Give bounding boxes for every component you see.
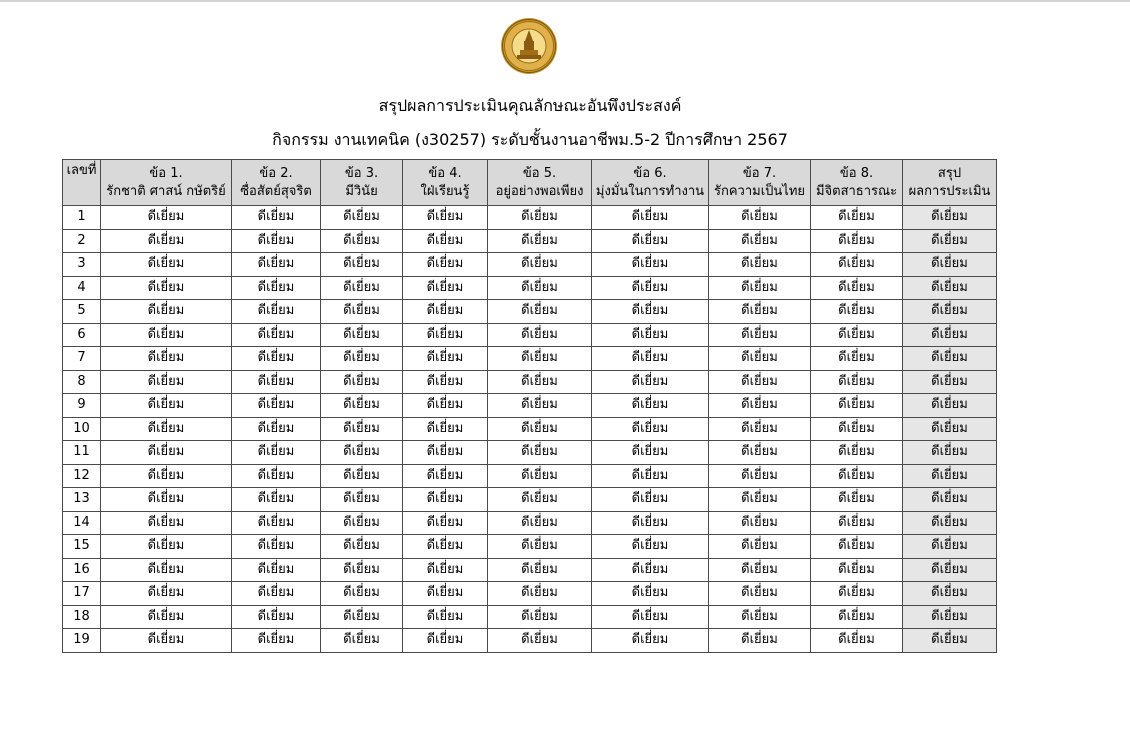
summary-cell: ดีเยี่ยม — [903, 206, 997, 230]
grade-cell: ดีเยี่ยม — [403, 441, 488, 465]
column-header-top: ข้อ 6. — [633, 165, 667, 181]
student-number-cell: 10 — [63, 417, 101, 441]
table-row — [63, 417, 997, 441]
grade-cell: ดีเยี่ยม — [232, 276, 321, 300]
column-header-top: ข้อ 1. — [149, 165, 183, 181]
grade-cell: ดีเยี่ยม — [101, 535, 232, 559]
grade-cell: ดีเยี่ยม — [321, 323, 403, 347]
grade-cell: ดีเยี่ยม — [592, 394, 709, 418]
table-row — [63, 511, 997, 535]
table-row — [63, 347, 997, 371]
grade-cell: ดีเยี่ยม — [403, 582, 488, 606]
grade-cell: ดีเยี่ยม — [592, 300, 709, 324]
table-row — [63, 629, 997, 653]
grade-cell: ดีเยี่ยม — [403, 253, 488, 277]
grade-cell: ดีเยี่ยม — [101, 488, 232, 512]
table-row — [63, 323, 997, 347]
grade-cell: ดีเยี่ยม — [592, 417, 709, 441]
grade-cell: ดีเยี่ยม — [592, 323, 709, 347]
grade-cell: ดีเยี่ยม — [321, 488, 403, 512]
grade-cell: ดีเยี่ยม — [232, 558, 321, 582]
column-header-top: ข้อ 2. — [259, 165, 293, 181]
top-border-line — [0, 0, 1130, 2]
grade-cell: ดีเยี่ยม — [101, 582, 232, 606]
grade-cell: ดีเยี่ยม — [403, 417, 488, 441]
grade-cell: ดีเยี่ยม — [811, 535, 903, 559]
grade-cell: ดีเยี่ยม — [592, 229, 709, 253]
column-header-bottom: มุ่งมั่นในการทำงาน — [595, 183, 705, 199]
grade-cell: ดีเยี่ยม — [321, 300, 403, 324]
grade-cell: ดีเยี่ยม — [321, 394, 403, 418]
grade-cell: ดีเยี่ยม — [592, 535, 709, 559]
table-row — [63, 488, 997, 512]
grade-cell: ดีเยี่ยม — [488, 605, 592, 629]
grade-cell: ดีเยี่ยม — [403, 511, 488, 535]
grade-cell: ดีเยี่ยม — [232, 511, 321, 535]
column-header-bottom: ใฝ่เรียนรู้ — [420, 183, 470, 199]
grade-cell: ดีเยี่ยม — [321, 417, 403, 441]
grade-cell: ดีเยี่ยม — [811, 441, 903, 465]
grade-cell: ดีเยี่ยม — [101, 370, 232, 394]
grade-cell: ดีเยี่ยม — [321, 582, 403, 606]
grade-cell: ดีเยี่ยม — [232, 417, 321, 441]
table-row — [63, 464, 997, 488]
grade-cell: ดีเยี่ยม — [488, 300, 592, 324]
grade-cell: ดีเยี่ยม — [232, 441, 321, 465]
grade-cell: ดีเยี่ยม — [592, 488, 709, 512]
grade-cell: ดีเยี่ยม — [321, 605, 403, 629]
column-header-bottom: อยู่อย่างพอเพียง — [495, 183, 584, 199]
table-row — [63, 229, 997, 253]
student-number-cell: 8 — [63, 370, 101, 394]
table-row — [63, 558, 997, 582]
column-header-bottom: รักความเป็นไทย — [713, 183, 806, 199]
grade-cell: ดีเยี่ยม — [709, 300, 811, 324]
grade-cell: ดีเยี่ยม — [488, 582, 592, 606]
grade-cell: ดีเยี่ยม — [232, 347, 321, 371]
grade-cell: ดีเยี่ยม — [592, 558, 709, 582]
grade-cell: ดีเยี่ยม — [101, 605, 232, 629]
grade-cell: ดีเยี่ยม — [321, 441, 403, 465]
grade-cell: ดีเยี่ยม — [592, 370, 709, 394]
table-row — [63, 253, 997, 277]
grade-cell: ดีเยี่ยม — [709, 206, 811, 230]
table-row — [63, 370, 997, 394]
summary-cell: ดีเยี่ยม — [903, 347, 997, 371]
grade-cell: ดีเยี่ยม — [488, 511, 592, 535]
grade-cell: ดีเยี่ยม — [403, 605, 488, 629]
grade-cell: ดีเยี่ยม — [321, 535, 403, 559]
grade-cell: ดีเยี่ยม — [811, 229, 903, 253]
column-header-bottom: มีจิตสาธารณะ — [815, 183, 898, 199]
student-number-cell: 6 — [63, 323, 101, 347]
grade-cell: ดีเยี่ยม — [488, 417, 592, 441]
table-row — [63, 582, 997, 606]
grade-cell: ดีเยี่ยม — [321, 464, 403, 488]
grade-cell: ดีเยี่ยม — [709, 323, 811, 347]
grade-cell: ดีเยี่ยม — [232, 464, 321, 488]
student-number-cell: 13 — [63, 488, 101, 512]
grade-cell: ดีเยี่ยม — [321, 276, 403, 300]
grade-cell: ดีเยี่ยม — [488, 441, 592, 465]
table-row — [63, 394, 997, 418]
grade-cell: ดีเยี่ยม — [811, 206, 903, 230]
grade-cell: ดีเยี่ยม — [488, 629, 592, 653]
grade-cell: ดีเยี่ยม — [403, 323, 488, 347]
column-header-item-4 — [403, 160, 488, 206]
grade-cell: ดีเยี่ยม — [709, 229, 811, 253]
summary-cell: ดีเยี่ยม — [903, 417, 997, 441]
table-row — [63, 276, 997, 300]
column-header-top: ข้อ 4. — [428, 165, 462, 181]
grade-cell: ดีเยี่ยม — [321, 253, 403, 277]
grade-cell: ดีเยี่ยม — [709, 535, 811, 559]
table-body — [63, 206, 997, 653]
summary-cell: ดีเยี่ยม — [903, 300, 997, 324]
grade-cell: ดีเยี่ยม — [403, 535, 488, 559]
grade-cell: ดีเยี่ยม — [232, 206, 321, 230]
grade-cell: ดีเยี่ยม — [488, 206, 592, 230]
summary-cell: ดีเยี่ยม — [903, 464, 997, 488]
grade-cell: ดีเยี่ยม — [232, 605, 321, 629]
column-header-top: ข้อ 7. — [742, 165, 777, 181]
grade-cell: ดีเยี่ยม — [488, 323, 592, 347]
grade-cell: ดีเยี่ยม — [403, 629, 488, 653]
column-header-top: สรุป — [937, 165, 962, 181]
student-number-cell: 12 — [63, 464, 101, 488]
grade-cell: ดีเยี่ยม — [321, 370, 403, 394]
grade-cell: ดีเยี่ยม — [709, 394, 811, 418]
grade-cell: ดีเยี่ยม — [403, 394, 488, 418]
student-number-cell: 4 — [63, 276, 101, 300]
summary-cell: ดีเยี่ยม — [903, 629, 997, 653]
grade-cell: ดีเยี่ยม — [811, 394, 903, 418]
grade-cell: ดีเยี่ยม — [101, 441, 232, 465]
grade-cell: ดีเยี่ยม — [101, 464, 232, 488]
student-number-cell: 18 — [63, 605, 101, 629]
summary-cell: ดีเยี่ยม — [903, 229, 997, 253]
grade-cell: ดีเยี่ยม — [709, 558, 811, 582]
grade-cell: ดีเยี่ยม — [488, 394, 592, 418]
column-header-bottom: ผลการประเมิน — [908, 183, 991, 199]
school-emblem-icon — [500, 17, 558, 75]
grade-cell: ดีเยี่ยม — [403, 276, 488, 300]
student-number-cell: 16 — [63, 558, 101, 582]
table-row — [63, 535, 997, 559]
grade-cell: ดีเยี่ยม — [232, 370, 321, 394]
student-number-cell: 14 — [63, 511, 101, 535]
grade-cell: ดีเยี่ยม — [232, 323, 321, 347]
grade-cell: ดีเยี่ยม — [232, 582, 321, 606]
grade-cell: ดีเยี่ยม — [403, 488, 488, 512]
column-header-top: ข้อ 3. — [344, 165, 379, 181]
grade-cell: ดีเยี่ยม — [232, 488, 321, 512]
grade-cell: ดีเยี่ยม — [488, 253, 592, 277]
grade-cell: ดีเยี่ยม — [403, 464, 488, 488]
column-header-item-8 — [811, 160, 903, 206]
grade-cell: ดีเยี่ยม — [101, 206, 232, 230]
grade-cell: ดีเยี่ยม — [709, 276, 811, 300]
student-number-cell: 17 — [63, 582, 101, 606]
summary-cell: ดีเยี่ยม — [903, 582, 997, 606]
grade-cell: ดีเยี่ยม — [321, 229, 403, 253]
student-number-cell: 7 — [63, 347, 101, 371]
grade-cell: ดีเยี่ยม — [709, 441, 811, 465]
grade-cell: ดีเยี่ยม — [811, 417, 903, 441]
grade-cell: ดีเยี่ยม — [232, 535, 321, 559]
summary-cell: ดีเยี่ยม — [903, 323, 997, 347]
grade-cell: ดีเยี่ยม — [488, 347, 592, 371]
assessment-table — [62, 159, 997, 653]
grade-cell: ดีเยี่ยม — [592, 253, 709, 277]
summary-cell: ดีเยี่ยม — [903, 488, 997, 512]
student-number-cell: 1 — [63, 206, 101, 230]
grade-cell: ดีเยี่ยม — [709, 253, 811, 277]
grade-cell: ดีเยี่ยม — [232, 229, 321, 253]
grade-cell: ดีเยี่ยม — [592, 441, 709, 465]
grade-cell: ดีเยี่ยม — [403, 347, 488, 371]
grade-cell: ดีเยี่ยม — [403, 370, 488, 394]
grade-cell: ดีเยี่ยม — [101, 394, 232, 418]
summary-cell: ดีเยี่ยม — [903, 605, 997, 629]
column-header-item-3 — [321, 160, 403, 206]
summary-cell: ดีเยี่ยม — [903, 535, 997, 559]
grade-cell: ดีเยี่ยม — [811, 370, 903, 394]
column-header-bottom: มีวินัย — [345, 183, 378, 199]
table-header-row — [63, 160, 997, 206]
grade-cell: ดีเยี่ยม — [488, 558, 592, 582]
grade-cell: ดีเยี่ยม — [709, 629, 811, 653]
student-number-cell: 5 — [63, 300, 101, 324]
summary-cell: ดีเยี่ยม — [903, 370, 997, 394]
table-row — [63, 206, 997, 230]
student-number-cell: 19 — [63, 629, 101, 653]
column-header-top: ข้อ 5. — [522, 165, 557, 181]
grade-cell: ดีเยี่ยม — [811, 605, 903, 629]
summary-cell: ดีเยี่ยม — [903, 441, 997, 465]
grade-cell: ดีเยี่ยม — [811, 300, 903, 324]
grade-cell: ดีเยี่ยม — [488, 370, 592, 394]
grade-cell: ดีเยี่ยม — [709, 582, 811, 606]
grade-cell: ดีเยี่ยม — [321, 558, 403, 582]
grade-cell: ดีเยี่ยม — [811, 511, 903, 535]
grade-cell: ดีเยี่ยม — [101, 323, 232, 347]
grade-cell: ดีเยี่ยม — [232, 394, 321, 418]
grade-cell: ดีเยี่ยม — [592, 629, 709, 653]
table-row — [63, 605, 997, 629]
summary-cell: ดีเยี่ยม — [903, 276, 997, 300]
grade-cell: ดีเยี่ยม — [403, 558, 488, 582]
grade-cell: ดีเยี่ยม — [101, 229, 232, 253]
grade-cell: ดีเยี่ยม — [101, 558, 232, 582]
grade-cell: ดีเยี่ยม — [709, 370, 811, 394]
grade-cell: ดีเยี่ยม — [101, 417, 232, 441]
grade-cell: ดีเยี่ยม — [321, 511, 403, 535]
student-number-cell: 3 — [63, 253, 101, 277]
grade-cell: ดีเยี่ยม — [811, 347, 903, 371]
grade-cell: ดีเยี่ยม — [403, 206, 488, 230]
grade-cell: ดีเยี่ยม — [592, 464, 709, 488]
grade-cell: ดีเยี่ยม — [321, 206, 403, 230]
grade-cell: ดีเยี่ยม — [488, 488, 592, 512]
grade-cell: ดีเยี่ยม — [232, 629, 321, 653]
table-row — [63, 441, 997, 465]
grade-cell: ดีเยี่ยม — [403, 229, 488, 253]
grade-cell: ดีเยี่ยม — [811, 629, 903, 653]
grade-cell: ดีเยี่ยม — [709, 417, 811, 441]
grade-cell: ดีเยี่ยม — [811, 276, 903, 300]
grade-cell: ดีเยี่ยม — [811, 464, 903, 488]
student-number-cell: 15 — [63, 535, 101, 559]
grade-cell: ดีเยี่ยม — [592, 206, 709, 230]
grade-cell: ดีเยี่ยม — [488, 276, 592, 300]
grade-cell: ดีเยี่ยม — [232, 300, 321, 324]
column-header-item-6 — [592, 160, 709, 206]
grade-cell: ดีเยี่ยม — [592, 511, 709, 535]
table-row — [63, 300, 997, 324]
grade-cell: ดีเยี่ยม — [811, 582, 903, 606]
column-header-item-5 — [488, 160, 592, 206]
column-header-number — [63, 160, 101, 206]
grade-cell: ดีเยี่ยม — [709, 464, 811, 488]
grade-cell: ดีเยี่ยม — [488, 464, 592, 488]
grade-cell: ดีเยี่ยม — [321, 347, 403, 371]
grade-cell: ดีเยี่ยม — [488, 535, 592, 559]
grade-cell: ดีเยี่ยม — [811, 253, 903, 277]
summary-cell: ดีเยี่ยม — [903, 253, 997, 277]
column-header-bottom: รักชาติ ศาสน์ กษัตริย์ — [106, 183, 226, 199]
column-header-top: เลขที่ — [66, 163, 97, 178]
grade-cell: ดีเยี่ยม — [321, 629, 403, 653]
report-title: สรุปผลการประเมินคุณลักษณะอันพึงประสงค์ — [378, 96, 682, 115]
grade-cell: ดีเยี่ยม — [811, 323, 903, 347]
column-header-item-7 — [709, 160, 811, 206]
grade-cell: ดีเยี่ยม — [488, 229, 592, 253]
student-number-cell: 2 — [63, 229, 101, 253]
student-number-cell: 11 — [63, 441, 101, 465]
column-header-summary — [903, 160, 997, 206]
grade-cell: ดีเยี่ยม — [101, 347, 232, 371]
grade-cell: ดีเยี่ยม — [811, 488, 903, 512]
column-header-top: ข้อ 8. — [839, 165, 874, 181]
grade-cell: ดีเยี่ยม — [592, 605, 709, 629]
grade-cell: ดีเยี่ยม — [709, 511, 811, 535]
grade-cell: ดีเยี่ยม — [232, 253, 321, 277]
grade-cell: ดีเยี่ยม — [101, 276, 232, 300]
grade-cell: ดีเยี่ยม — [403, 300, 488, 324]
column-header-bottom: ซื่อสัตย์สุจริต — [240, 183, 312, 199]
column-header-item-1 — [101, 160, 232, 206]
grade-cell: ดีเยี่ยม — [592, 276, 709, 300]
column-header-item-2 — [232, 160, 321, 206]
grade-cell: ดีเยี่ยม — [592, 582, 709, 606]
summary-cell: ดีเยี่ยม — [903, 558, 997, 582]
summary-cell: ดีเยี่ยม — [903, 511, 997, 535]
grade-cell: ดีเยี่ยม — [101, 511, 232, 535]
grade-cell: ดีเยี่ยม — [709, 347, 811, 371]
grade-cell: ดีเยี่ยม — [709, 488, 811, 512]
grade-cell: ดีเยี่ยม — [101, 300, 232, 324]
report-subtitle: กิจกรรม งานเทคนิค (ง30257) ระดับชั้นงานอาชีพม.5-2 ปีการศึกษา 2567 — [272, 130, 788, 149]
grade-cell: ดีเยี่ยม — [592, 347, 709, 371]
student-number-cell: 9 — [63, 394, 101, 418]
grade-cell: ดีเยี่ยม — [709, 605, 811, 629]
grade-cell: ดีเยี่ยม — [101, 629, 232, 653]
summary-cell: ดีเยี่ยม — [903, 394, 997, 418]
grade-cell: ดีเยี่ยม — [101, 253, 232, 277]
grade-cell: ดีเยี่ยม — [811, 558, 903, 582]
